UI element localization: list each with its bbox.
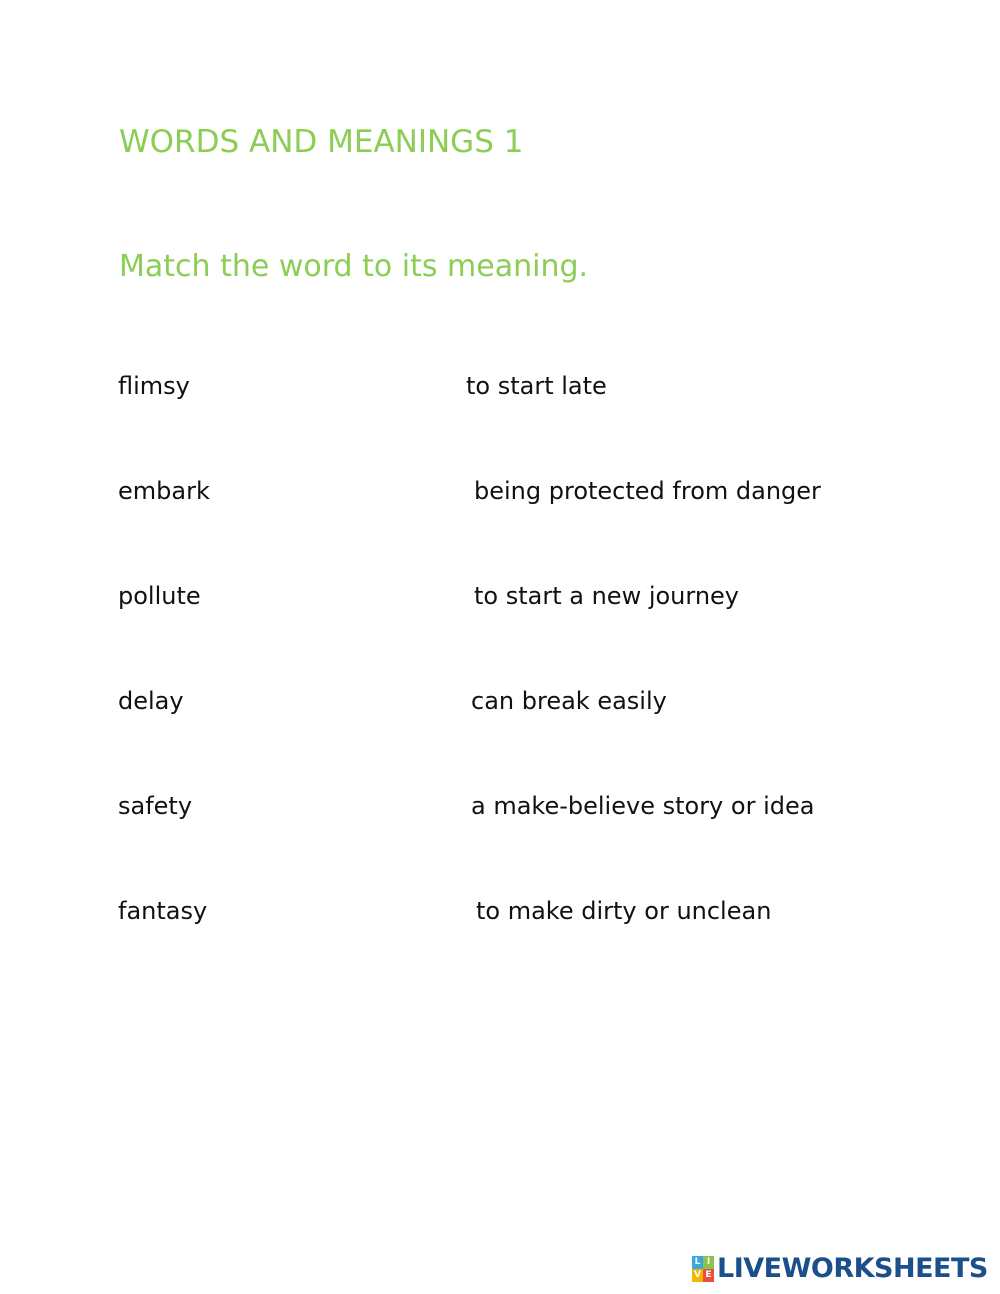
meaning-item: can break easily bbox=[471, 687, 667, 715]
meaning-item: being protected from danger bbox=[474, 477, 821, 505]
meaning-item: to make dirty or unclean bbox=[476, 897, 772, 925]
worksheet-title: WORDS AND MEANINGS 1 bbox=[119, 124, 524, 160]
logo-mark-icon bbox=[692, 1256, 714, 1282]
logo-text: LIVEWORKSHEETS bbox=[717, 1253, 988, 1284]
instruction-text: Match the word to its meaning. bbox=[119, 249, 589, 284]
word-item: safety bbox=[118, 792, 193, 820]
word-item: flimsy bbox=[118, 372, 190, 400]
meaning-item: to start a new journey bbox=[474, 582, 740, 610]
word-item: embark bbox=[118, 477, 210, 505]
meaning-item: to start late bbox=[466, 372, 607, 400]
word-item: pollute bbox=[118, 582, 201, 610]
logo-mark-letter: V bbox=[692, 1269, 703, 1282]
liveworksheets-logo bbox=[692, 1252, 988, 1286]
word-item: fantasy bbox=[118, 897, 208, 925]
meaning-item: a make-believe story or idea bbox=[471, 792, 815, 820]
logo-mark-letter: E bbox=[703, 1269, 714, 1282]
logo-mark-letter: L bbox=[692, 1256, 703, 1269]
logo-mark-letter: I bbox=[703, 1256, 714, 1269]
word-item: delay bbox=[118, 687, 184, 715]
